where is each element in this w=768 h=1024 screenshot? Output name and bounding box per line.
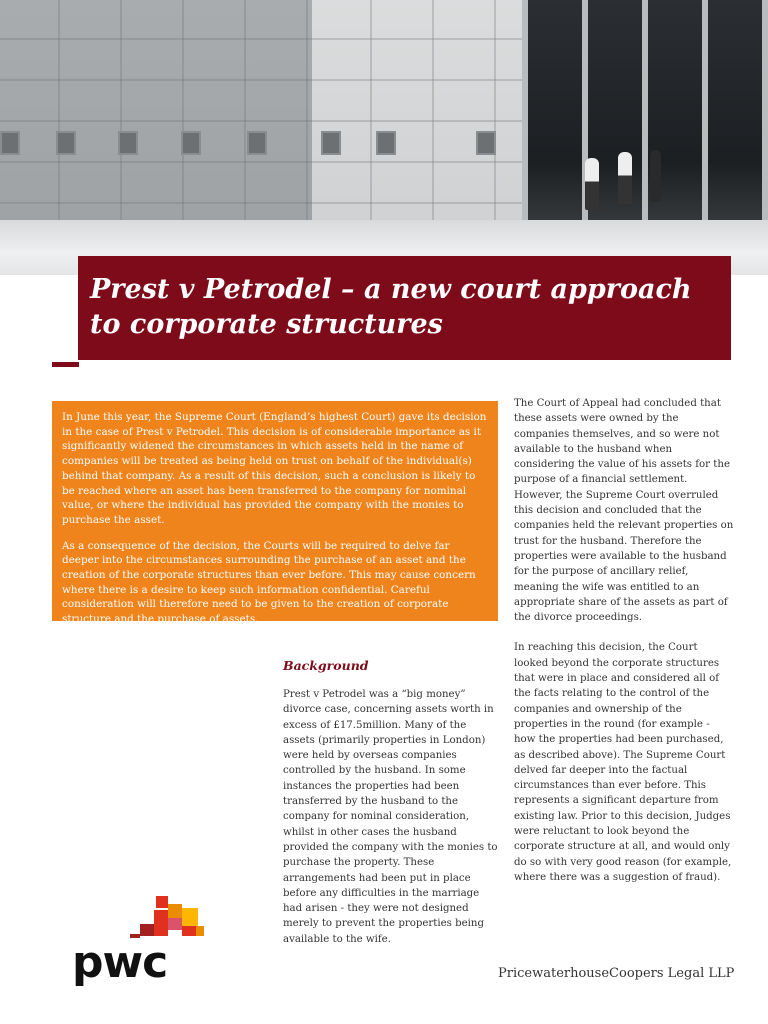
firm-name: PricewaterhouseCoopers Legal LLP bbox=[498, 966, 735, 981]
intro-box bbox=[52, 401, 498, 626]
body-paragraph: The Court of Appeal had concluded that these assets were owned by the companies themselves, and so were not available to the husband when considering the value of his assets for the purpose of a financial settlement. However, the Supreme Court overruled this decision and concluded that the companies held the relevant properties on trust for the husband. Therefore the properties were available to the husband for the purpose of ancillary relief, meaning the wife was entitled to an appropriate share of the assets as part of the divorce proceedings. bbox=[514, 398, 734, 624]
title-accent-bar bbox=[52, 362, 79, 367]
hero-photo bbox=[0, 0, 768, 275]
page-title: Prest v Petrodel – a new court approach to corporate structures bbox=[90, 274, 692, 340]
background-heading: Background bbox=[283, 658, 369, 673]
intro-paragraph: As a consequence of the decision, the Courts will be required to delve far deeper into the circumstances surrounding the purchase of an asset and the creation of the corporate structures than ever before. This may cause concern where there is a desire to keep such information confidential. Careful consideration will therefore need to be given to the creation of corporate structure and the purchase of assets. bbox=[62, 539, 476, 626]
body-paragraph: In reaching this decision, the Court looked beyond the corporate structures that were in place and considered all of the facts relating to the control of the companies and ownership of the properties in the round (for example - how the properties had been purchased, as described above). The Supreme Court delved far deeper into the factual circumstances than ever before. This represents a significant departure from existing law. Prior to this decision, Judges were reluctant to look beyond the corporate structure at all, and would only do so with very good reason (for example, where there was a suggestion of fraud). bbox=[514, 642, 732, 883]
intro-paragraph: In June this year, the Supreme Court (England’s highest Court) gave its decision in the case of Prest v Petrodel. This decision is of considerable importance as it significantly widened the circumstances in which assets held in the name of companies will be treated as being held on trust on behalf of the individual(s) behind that company. As a result of this decision, such a conclusion is likely to be reached where an asset has been transferred to the company for nominal value, or where the individual has provided the company with the monies to purchase the asset. bbox=[62, 411, 487, 526]
pwc-wordmark: pwc bbox=[72, 937, 168, 988]
right-column bbox=[514, 396, 734, 900]
background-body: Prest v Petrodel was a “big money” divorce case, concerning assets worth in excess of £17.5million. Many of the assets (primarily properties in London) were held by overseas companies controlled by the husband. In some instances the properties had been transferred by the husband to the company for nominal consideration, whilst in other cases the husband provided the company with the monies to purchase the property. These arrangements had been put in place before any difficulties in the marriage had arisen - they were not designed merely to prevent the properties being available to the wife. bbox=[283, 689, 498, 945]
